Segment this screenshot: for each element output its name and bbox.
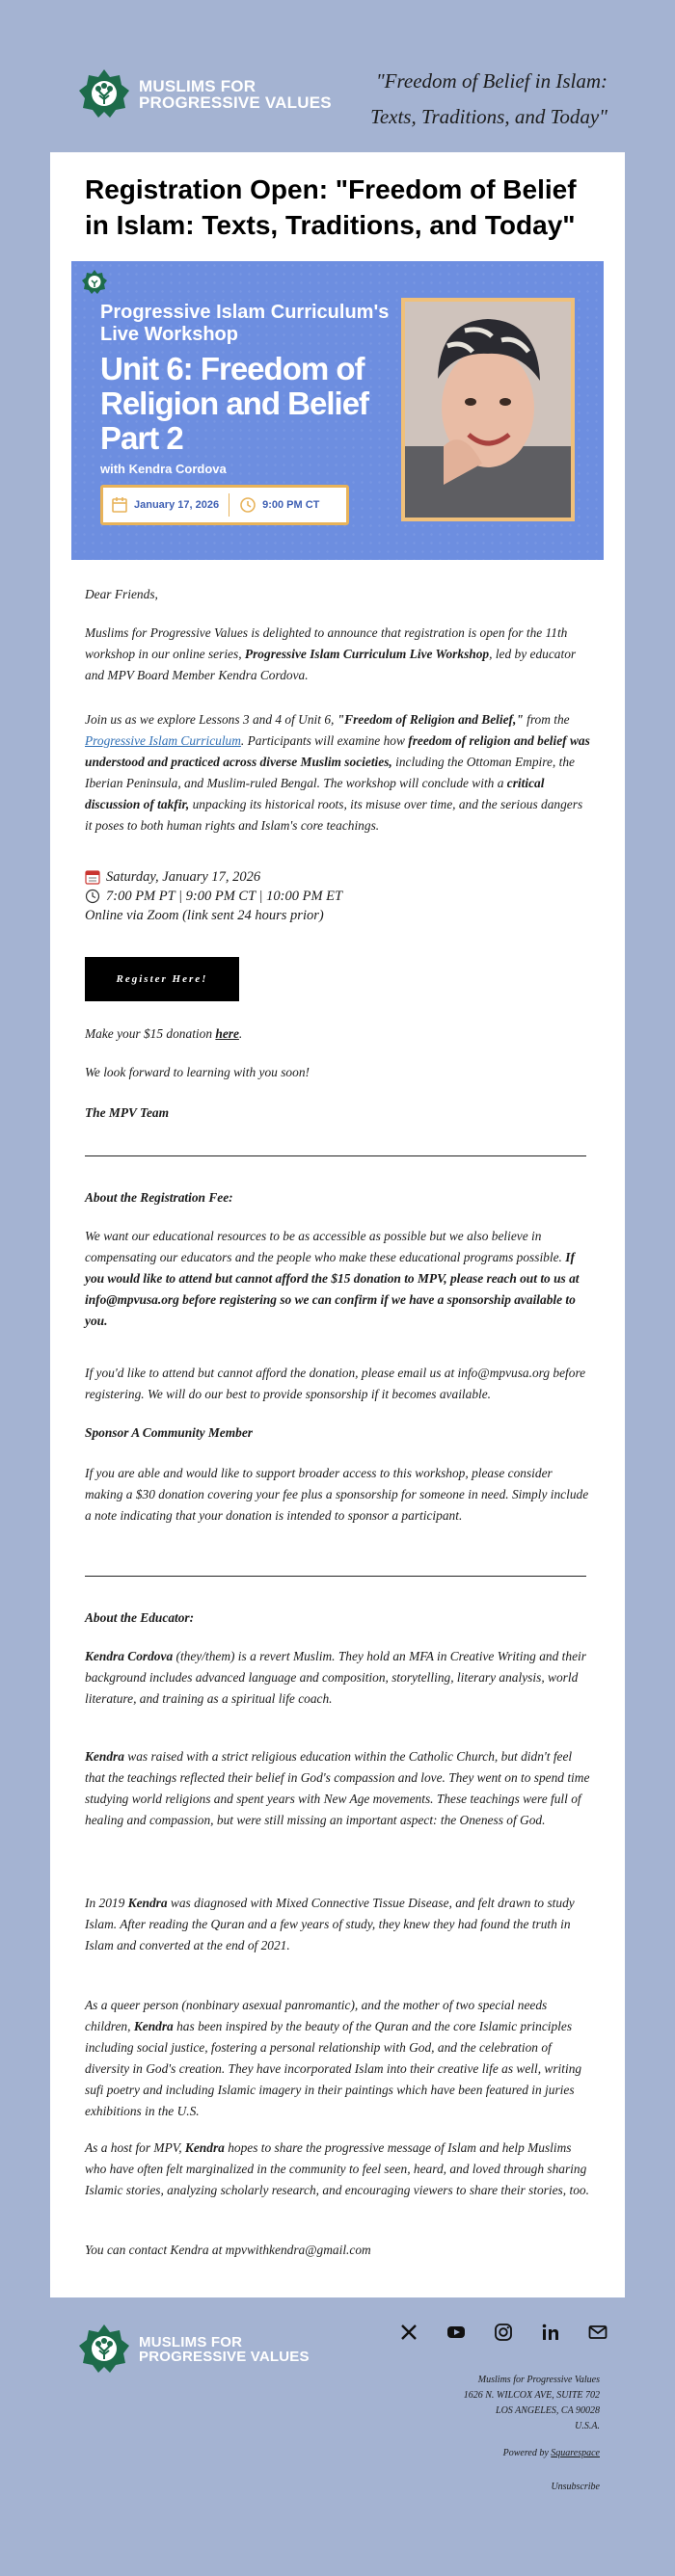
footer-logo-text <box>139 2335 310 2364</box>
educator-photo <box>401 298 575 521</box>
contact-line: You can contact Kendra at mpvwithkendra@gmail.com <box>85 2243 371 2257</box>
educator-heading: About the Educator: <box>85 1610 195 1625</box>
youtube-icon[interactable] <box>446 2323 466 2342</box>
event-date: Saturday, January 17, 2026 <box>106 869 261 885</box>
educator-paragraph-4 <box>85 1995 590 2122</box>
banner-divider <box>229 493 230 517</box>
educator-text-4a: As a queer person (nonbinary asexual panromantic), and the mother of two special needs children, <box>85 1998 548 2033</box>
fee-heading: About the Registration Fee: <box>85 1190 233 1205</box>
curriculum-link[interactable]: Progressive Islam Curriculum <box>85 733 241 748</box>
banner-time: 9:00 PM CT <box>262 499 320 511</box>
join-text-4: including the Ottoman Empire, the Iberian Peninsula, and Muslim-ruled Bengal. The workshop will conclude with a <box>85 755 575 790</box>
email-header <box>0 0 675 152</box>
banner-series: Progressive Islam Curriculum's Live Workshop <box>100 302 390 345</box>
divider-2 <box>85 1576 586 1577</box>
educator-paragraph-5 <box>85 2138 590 2201</box>
header-logo[interactable] <box>77 67 332 121</box>
educator-text-4b: has been inspired by the beauty of the Quran and the core Islamic principles including social justice, fostering a personal relationship with God, and the celebration of diversity in God's creation. They have incorporated Islam into their creative life as well, writing sufi poetry and including Islamic imagery in their paintings which have been featured in juries exhibitions in the U.S. <box>85 2019 582 2118</box>
clock-icon <box>85 889 100 904</box>
squarespace-link[interactable]: Squarespace <box>551 2448 600 2458</box>
look-forward: We look forward to learning with you soon! <box>85 1065 310 1079</box>
intro-series-name: Progressive Islam Curriculum Live Workshop <box>244 647 490 661</box>
event-location-row <box>85 906 590 925</box>
educator-text-3b: was diagnosed with Mixed Connective Tissue Disease, and felt drawn to study Islam. After reading the Quran and a few years of study, they knew they had found the truth in Islam and converted at the end of 2021. <box>85 1896 575 1952</box>
banner-presenter: with Kendra Cordova <box>100 462 227 476</box>
join-bold-2: freedom of religion and belief was understood and practiced across diverse Muslim societies, <box>85 733 590 769</box>
educator-paragraph-1 <box>85 1646 590 1710</box>
fee-bold: If you would like to attend but cannot afford the $15 donation to MPV, please reach out to us at info@mpvusa.org before registering so we can confirm if we have a sponsorship available to you. <box>85 1250 580 1328</box>
donation-text-2: . <box>238 1026 243 1041</box>
footer-logo[interactable] <box>77 2323 310 2377</box>
unsubscribe-link[interactable]: Unsubscribe <box>551 2482 600 2492</box>
educator-first-2: Kendra <box>127 1896 168 1910</box>
logo-line1: MUSLIMS FOR <box>139 77 256 95</box>
event-details <box>85 867 590 925</box>
register-button[interactable]: Register Here! <box>85 957 239 1001</box>
join-unit-name: "Freedom of Religion and Belief," <box>337 712 524 727</box>
divider-1 <box>85 1155 586 1156</box>
header-tagline: "Freedom of Belief in Islam: Texts, Traditions, and Today" <box>370 69 608 128</box>
educator-first-1: Kendra <box>85 1749 124 1764</box>
x-icon[interactable] <box>399 2323 418 2342</box>
intro-text-1: Muslims for Progressive Values is delighted to announce that registration is open for the 11th workshop in our online series, <box>85 625 568 661</box>
mpv-logo-icon <box>77 67 131 121</box>
footer-mpv-logo-icon <box>77 2323 131 2377</box>
signoff: The MPV Team <box>85 1105 170 1120</box>
educator-text-2: was raised with a strict religious education within the Catholic Church, but didn't feel that the teachings reflected their belief in God's compassion and love. They went on to spend time studying world religions and spent years with New Age movements. These teachings were full of healing and compassion, but were still missing an important aspect: the Oneness of God. <box>85 1749 590 1827</box>
donation-line <box>85 1023 590 1045</box>
header-logo-text <box>139 78 332 111</box>
join-bold-3: critical discussion of takfir, <box>85 776 545 811</box>
educator-text-1: (they/them) is a revert Muslim. They hold an MFA in Creative Writing and their background includes advanced language and composition, storytelling, literary analysis, world literature, and training as a spiritual life coach. <box>85 1649 586 1706</box>
join-paragraph <box>85 709 590 837</box>
workshop-banner[interactable] <box>71 261 604 560</box>
footer-logo-line1: MUSLIMS FOR <box>139 2334 243 2350</box>
email-title: Registration Open: "Freedom of Belief in Islam: Texts, Traditions, and Today" <box>85 174 577 240</box>
footer-logo-line2: PROGRESSIVE VALUES <box>139 2349 310 2365</box>
fee-paragraph-1 <box>85 1226 590 1332</box>
join-text-3: . Participants will examine how <box>240 733 409 748</box>
mail-icon[interactable] <box>588 2323 608 2342</box>
social-links <box>371 2323 608 2342</box>
address-city: LOS ANGELES, CA 90028 <box>496 2405 600 2416</box>
banner-datebar <box>100 485 349 525</box>
address-street: 1626 N. WILCOX AVE, SUITE 702 <box>463 2390 600 2401</box>
calendar-icon <box>85 869 100 885</box>
donation-link[interactable]: here <box>215 1026 239 1041</box>
banner-clock-icon <box>239 496 256 514</box>
event-date-row <box>85 867 590 887</box>
banner-logo-icon <box>81 269 108 296</box>
sponsor-paragraph: If you are able and would like to support broader access to this workshop, please consider making a $30 donation covering your fee plus a sponsorship for someone in need. Simply include a note indicating that your donation is intended to sponsor a participant. <box>85 1466 589 1523</box>
address-country: U.S.A. <box>575 2421 600 2431</box>
event-time-row <box>85 887 590 906</box>
educator-text-5a: As a host for MPV, <box>85 2140 185 2155</box>
greeting: Dear Friends, <box>85 587 158 601</box>
educator-paragraph-2 <box>85 1746 590 1831</box>
banner-unit: Unit 6: Freedom of Religion and Belief Part 2 <box>100 351 369 456</box>
email-card <box>50 152 625 2297</box>
instagram-icon[interactable] <box>494 2323 513 2342</box>
logo-line2: PROGRESSIVE VALUES <box>139 93 332 112</box>
address-org: Muslims for Progressive Values <box>477 2375 600 2385</box>
fee-paragraph-2: If you'd like to attend but cannot afford the donation, please email us at info@mpvusa.org before registering. We will do our best to provide sponsorship if it becomes available. <box>85 1366 586 1401</box>
sponsor-heading: Sponsor A Community Member <box>85 1425 253 1440</box>
fee-text-1: We want our educational resources to be as accessible as possible but we also believe in compensating our educators and the people who make these educational programs possible. <box>85 1229 566 1264</box>
educator-text-5b: hopes to share the progressive message of Islam and help Muslims who have often felt marginalized in the community to feel seen, heard, and loved through sharing Islamic stories, analyzing scholarly research, and encouraging viewers to share their stories, too. <box>85 2140 589 2197</box>
event-time: 7:00 PM PT | 9:00 PM CT | 10:00 PM ET <box>106 889 343 904</box>
powered-by-text: Powered by <box>502 2448 552 2458</box>
join-text-1: Join us as we explore Lessons 3 and 4 of Unit 6, <box>85 712 338 727</box>
educator-first-4: Kendra <box>184 2140 225 2155</box>
educator-text-3a: In 2019 <box>85 1896 128 1910</box>
educator-first-3: Kendra <box>133 2019 174 2033</box>
banner-date: January 17, 2026 <box>134 499 220 511</box>
educator-paragraph-3 <box>85 1893 590 1956</box>
intro-paragraph <box>85 623 590 686</box>
intro-text-2: , led by educator and MPV Board Member Kendra Cordova. <box>85 647 577 682</box>
powered-by <box>503 2448 600 2458</box>
join-text-5: unpacking its historical roots, its misuse over time, and the serious dangers it poses to both human rights and Islam's core teachings. <box>85 797 583 833</box>
banner-calendar-icon <box>111 496 128 514</box>
footer-address <box>368 2373 600 2434</box>
event-location: Online via Zoom (link sent 24 hours prior) <box>85 908 324 923</box>
linkedin-icon[interactable] <box>541 2323 560 2342</box>
educator-name: Kendra Cordova <box>85 1649 174 1663</box>
donation-text-1: Make your $15 donation <box>85 1026 216 1041</box>
join-text-2: from the <box>523 712 570 727</box>
